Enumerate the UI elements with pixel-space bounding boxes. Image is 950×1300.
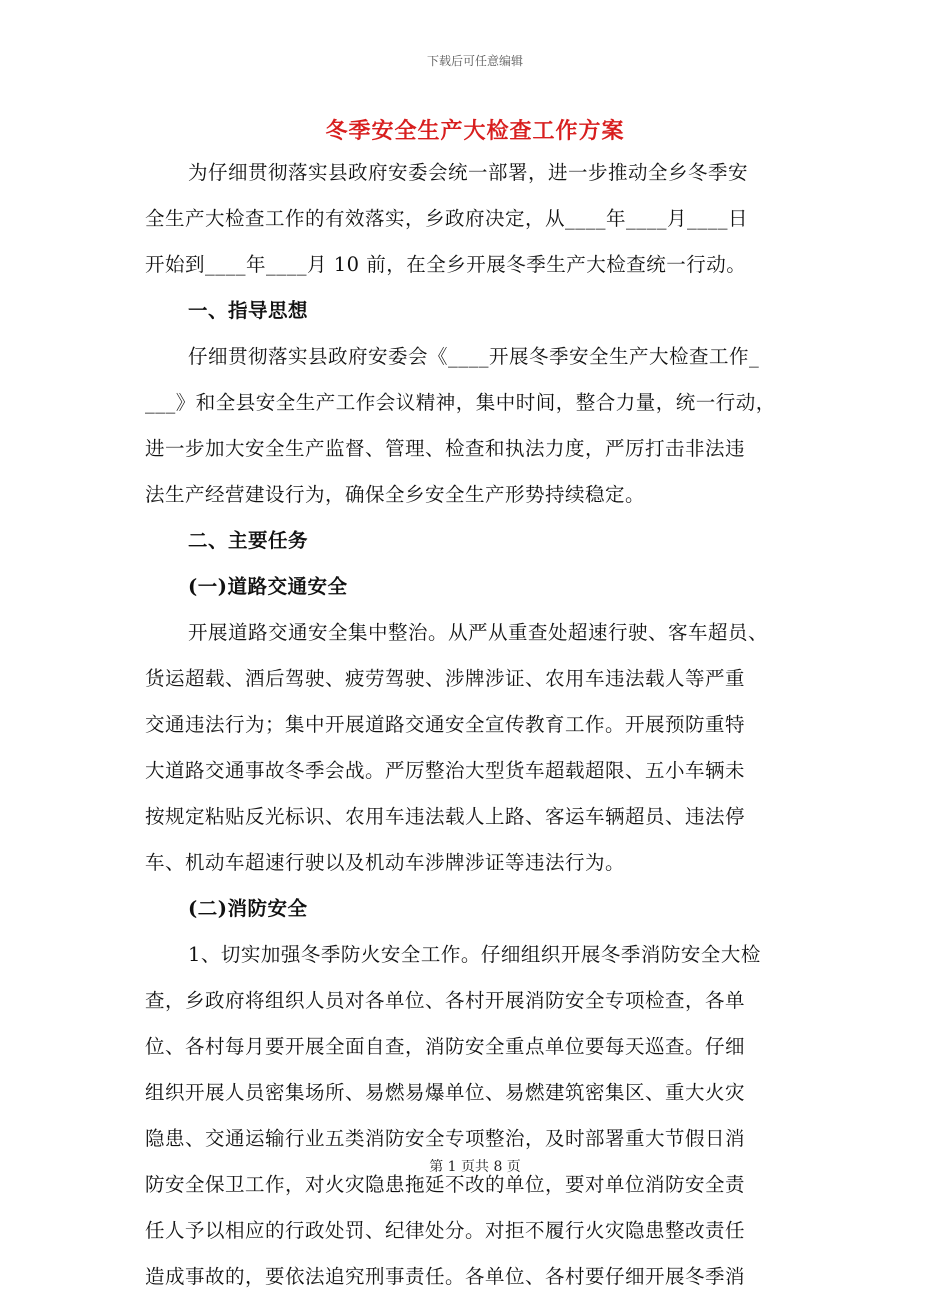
paragraph-line: 位、各村每月要开展全面自查，消防安全重点单位要每天巡查。仔细: [145, 1035, 746, 1058]
paragraph-line: 组织开展人员密集场所、易燃易爆单位、易燃建筑密集区、重大火灾: [145, 1081, 746, 1104]
paragraph-line: 货运超载、酒后驾驶、疲劳驾驶、涉牌涉证、农用车违法载人等严重: [145, 667, 746, 690]
paragraph-line: 1、切实加强冬季防火安全工作。仔细组织开展冬季消防安全大检: [188, 943, 761, 966]
paragraph-line: 隐患、交通运输行业五类消防安全专项整治，及时部署重大节假日消: [145, 1127, 746, 1150]
paragraph-line: 查，乡政府将组织人员对各单位、各村开展消防安全专项检查，各单: [145, 989, 746, 1012]
page-footer: 第 1 页共 8 页: [429, 1159, 521, 1175]
subsection-heading-road-traffic: (一)道路交通安全: [188, 575, 348, 598]
paragraph-line: 任人予以相应的行政处罚、纪律处分。对拒不履行火灾隐患整改责任: [145, 1219, 746, 1242]
paragraph-line: 进一步加大安全生产监督、管理、检查和执法力度，严厉打击非法违: [145, 437, 746, 460]
document-body: [145, 150, 805, 1300]
document-title: 冬季安全生产大检查工作方案: [325, 118, 625, 144]
paragraph-line: 开展道路交通安全集中整治。从严从重查处超速行驶、客车超员、: [188, 621, 769, 644]
subsection-heading-fire-safety: (二)消防安全: [188, 897, 308, 920]
paragraph-line: 为仔细贯彻落实县政府安委会统一部署，进一步推动全乡冬季安: [188, 161, 749, 184]
paragraph-line: 大道路交通事故冬季会战。严厉整治大型货车超载超限、五小车辆未: [145, 759, 746, 782]
section-heading-main-tasks: 二、主要任务: [188, 529, 309, 552]
paragraph-line: ___》和全县安全生产工作会议精神，集中时间，整合力量，统一行动，: [145, 391, 776, 414]
paragraph-line: 防安全保卫工作，对火灾隐患拖延不改的单位，要对单位消防安全责: [145, 1173, 746, 1196]
paragraph-line: 造成事故的，要依法追究刑事责任。各单位、各村要仔细开展冬季消: [145, 1265, 746, 1288]
paragraph-line: 交通违法行为；集中开展道路交通安全宣传教育工作。开展预防重特: [145, 713, 746, 736]
paragraph-line: 法生产经营建设行为，确保全乡安全生产形势持续稳定。: [145, 483, 646, 506]
paragraph-line: 全生产大检查工作的有效落实，乡政府决定，从____年____月____日: [145, 207, 749, 230]
section-heading-guiding-ideology: 一、指导思想: [188, 299, 309, 322]
paragraph-line: 开始到____年____月 10 前，在全乡开展冬季生产大检查统一行动。: [145, 253, 747, 276]
page-header: 下载后可任意编辑: [426, 54, 523, 68]
paragraph-line: 仔细贯彻落实县政府安委会《____开展冬季安全生产大检查工作_: [188, 345, 760, 368]
paragraph-line: 按规定粘贴反光标识、农用车违法载人上路、客运车辆超员、违法停: [145, 805, 746, 828]
paragraph-line: 车、机动车超速行驶以及机动车涉牌涉证等违法行为。: [145, 851, 626, 874]
